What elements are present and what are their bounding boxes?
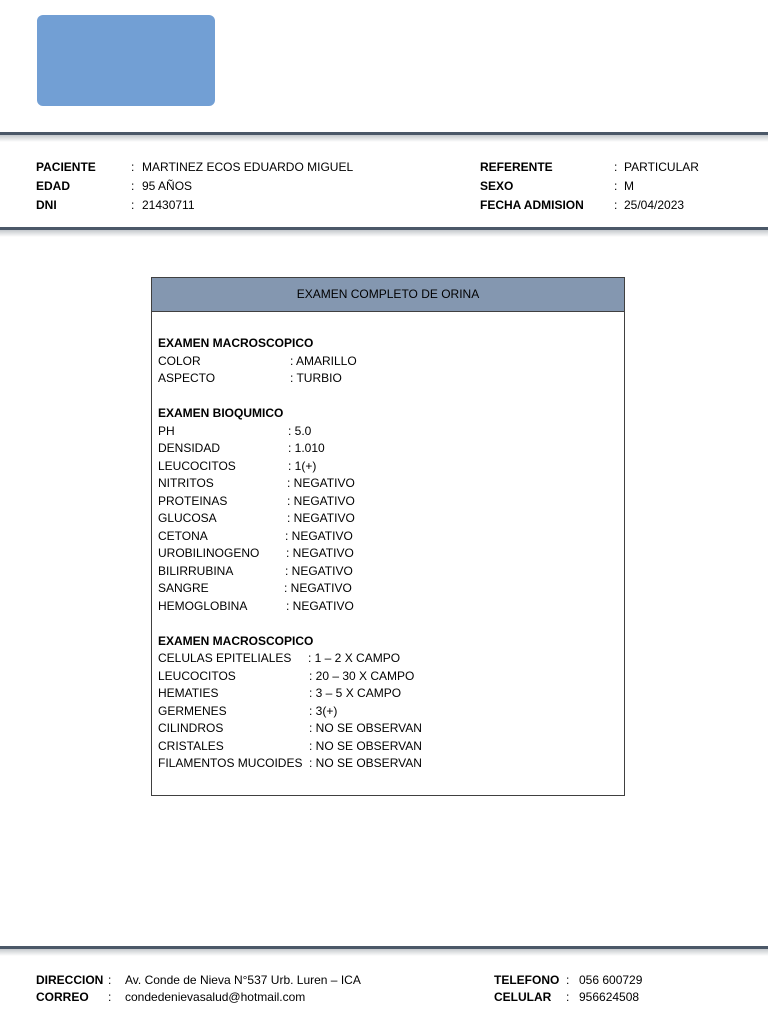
- item-name: CETONA: [158, 528, 208, 543]
- item-value: : NEGATIVO: [285, 563, 353, 578]
- item-name: NITRITOS: [158, 476, 214, 490]
- correo-value: condedenievasalud@hotmail.com: [125, 990, 306, 1004]
- section-title: EXAMEN MACROSCOPICO: [158, 336, 314, 350]
- patient-info: [36, 158, 376, 215]
- exam-item: [158, 685, 624, 703]
- item-value: : NEGATIVO: [286, 546, 354, 560]
- item-value: : 20 – 30 X CAMPO: [309, 668, 415, 683]
- dni-label: DNI: [36, 198, 57, 212]
- sexo-label: SEXO: [480, 179, 514, 193]
- footer-contact-right: [494, 972, 734, 1006]
- item-value: : 3 – 5 X CAMPO: [309, 686, 402, 700]
- direccion-label: DIRECCION: [36, 973, 104, 987]
- exam-item: [158, 720, 624, 738]
- item-name: GERMENES: [158, 703, 227, 718]
- item-value: : NEGATIVO: [287, 511, 355, 525]
- item-value: : 1 – 2 X CAMPO: [308, 651, 401, 665]
- item-value: : 1.010: [288, 441, 325, 455]
- exam-body: [152, 312, 624, 773]
- dni-value: 21430711: [142, 198, 195, 212]
- footer-row-telefono: TELEFONO : 056 600729: [494, 973, 643, 987]
- item-name: HEMATIES: [158, 686, 219, 700]
- exam-item: [158, 458, 624, 476]
- item-name: PH: [158, 423, 175, 438]
- item-value: : NO SE OBSERVAN: [309, 756, 422, 770]
- section-title: EXAMEN BIOQUMICO: [158, 406, 284, 420]
- celular-label: CELULAR: [494, 990, 552, 1004]
- item-name: LEUCOCITOS: [158, 668, 236, 683]
- telefono-value: 056 600729: [579, 973, 643, 987]
- item-name: LEUCOCITOS: [158, 458, 236, 473]
- exam-title: EXAMEN COMPLETO DE ORINA: [152, 278, 624, 312]
- patient-row-dni: DNI : 21430711: [36, 196, 376, 215]
- footer-divider: [0, 946, 768, 956]
- item-name: DENSIDAD: [158, 441, 221, 455]
- exam-item: [158, 493, 624, 511]
- exam-item: [158, 528, 624, 546]
- info-divider: [0, 227, 768, 237]
- exam-item: [158, 370, 624, 388]
- item-value: : NEGATIVO: [284, 581, 352, 595]
- patient-row-name: PACIENTE : MARTINEZ ECOS EDUARDO MIGUEL: [36, 158, 376, 177]
- direccion-value: Av. Conde de Nieva N°537 Urb. Luren – ICA: [125, 973, 361, 987]
- exam-item: [158, 545, 624, 563]
- exam-item: [158, 580, 624, 598]
- exam-item: [158, 353, 624, 371]
- item-name: BILIRRUBINA: [158, 563, 234, 578]
- item-value: : 3(+): [309, 703, 338, 718]
- exam-item: [158, 755, 624, 773]
- reference-row-referente: REFERENTE : PARTICULAR: [480, 158, 740, 177]
- footer-row-correo: CORREO : condedenievasalud@hotmail.com: [36, 990, 306, 1004]
- item-value: : NO SE OBSERVAN: [309, 721, 422, 735]
- age-label: EDAD: [36, 179, 71, 193]
- exam-panel: [151, 277, 625, 796]
- item-value: : TURBIO: [290, 371, 342, 385]
- item-name: FILAMENTOS MUCOIDES: [158, 756, 303, 770]
- item-value: : 1(+): [288, 458, 317, 473]
- patient-label: PACIENTE: [36, 160, 96, 174]
- item-value: : NEGATIVO: [285, 528, 353, 543]
- footer-row-direccion: DIRECCION : Av. Conde de Nieva N°537 Urb. Luren – ICA: [36, 973, 361, 987]
- item-name: CILINDROS: [158, 721, 224, 735]
- item-value: : NEGATIVO: [286, 598, 354, 613]
- patient-value: MARTINEZ ECOS EDUARDO MIGUEL: [142, 160, 354, 174]
- celular-value: 956624508: [579, 990, 640, 1004]
- referente-value: PARTICULAR: [624, 160, 699, 174]
- item-name: GLUCOSA: [158, 511, 217, 525]
- item-name: UROBILINOGENO: [158, 546, 260, 560]
- referente-label: REFERENTE: [480, 160, 553, 174]
- footer-row-celular: CELULAR : 956624508: [494, 990, 640, 1004]
- item-name: COLOR: [158, 353, 201, 368]
- item-value: : 5.0: [288, 423, 312, 438]
- section-title: EXAMEN MACROSCOPICO: [158, 633, 314, 648]
- patient-row-age: EDAD : 95 AÑOS: [36, 177, 376, 196]
- telefono-label: TELEFONO: [494, 973, 560, 987]
- reference-row-sexo: SEXO : M: [480, 177, 740, 196]
- footer-contact-left: [36, 972, 436, 1006]
- exam-item: [158, 650, 624, 668]
- exam-item: [158, 668, 624, 686]
- item-name: HEMOGLOBINA: [158, 598, 248, 613]
- exam-item: [158, 598, 624, 616]
- reference-row-fecha: FECHA ADMISION : 25/04/2023: [480, 196, 740, 215]
- item-name: CELULAS EPITELIALES: [158, 651, 292, 665]
- item-name: CRISTALES: [158, 738, 224, 753]
- exam-item: [158, 703, 624, 721]
- item-value: : NO SE OBSERVAN: [309, 738, 422, 753]
- fecha-admision-label: FECHA ADMISION: [480, 198, 584, 212]
- item-name: PROTEINAS: [158, 493, 228, 508]
- age-value: 95 AÑOS: [142, 179, 193, 193]
- exam-item: [158, 738, 624, 756]
- item-value: : NEGATIVO: [287, 493, 355, 508]
- reference-info: [480, 158, 740, 215]
- item-name: SANGRE: [158, 581, 209, 595]
- fecha-admision-value: 25/04/2023: [624, 198, 685, 212]
- item-value: : NEGATIVO: [287, 476, 355, 490]
- exam-item: [158, 563, 624, 581]
- item-name: ASPECTO: [158, 371, 216, 385]
- logo-placeholder: [37, 15, 215, 106]
- exam-item: [158, 423, 624, 441]
- correo-label: CORREO: [36, 990, 89, 1004]
- sexo-value: M: [624, 179, 634, 193]
- exam-item: [158, 475, 624, 493]
- exam-item: [158, 440, 624, 458]
- item-value: : AMARILLO: [290, 353, 357, 368]
- header-divider: [0, 132, 768, 142]
- exam-item: [158, 510, 624, 528]
